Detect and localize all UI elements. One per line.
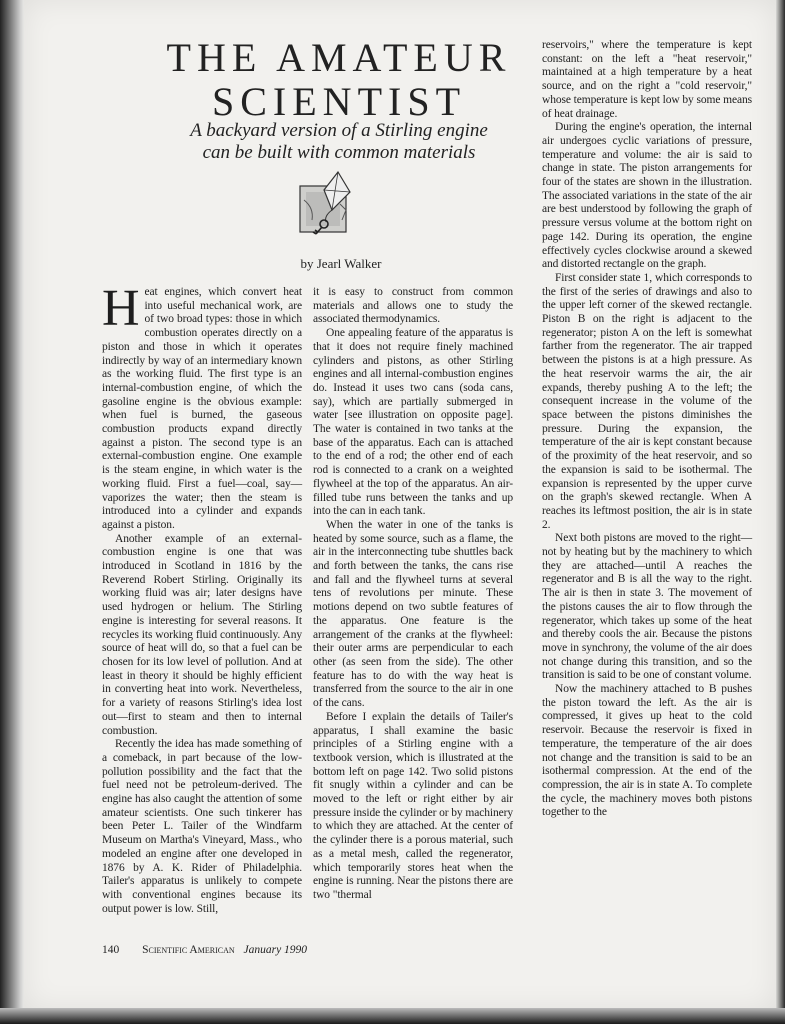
paragraph: One appealing feature of the apparatus is that it does not require finely machined cylinders and pistons, as other Stirling engines and all internal-combustion engines do. Instead it uses two cans (soda cans, say), which are partially submerged in water [see illustration on opposite page]. The water is contained in two tanks at the base of the apparatus. Each can is attached to the end of a rod; the other end of each rod is connected to a crank on a weighted flywheel at the top of the apparatus. An air-filled tube runs between the tanks and up into the can in each tank. [313, 327, 513, 518]
article-column-3 [542, 39, 752, 820]
subtitle-line2: can be built with common materials [202, 142, 476, 163]
paragraph: During the engine's operation, the internal air undergoes cyclic variations of pressure, temperature and volume: the air is said to change in state. The piston arrangements for four of the states are shown in the illustration. The associated variations in the state of the air are best understood by following the graph of pressure versus volume at the bottom right on page 142. During its operation, the engine effectively cycles clockwise around a skewed and distorted rectangle on the graph. [542, 121, 752, 271]
column-title-line2: SCIENTIST [212, 79, 466, 124]
paragraph: Now the machinery attached to B pushes the piston toward the left. As the air is compressed, it gives up heat to the cold reservoir. Because the reservoir is fixed in temperature, the temperature of the air does not change and the transition is said to be an isothermal compression. At the end of the compression, the air is in state A. To complete the cycle, the machinery moves both pistons together to the [542, 683, 752, 819]
page-edge-right [776, 0, 785, 1010]
article-column-1 [102, 280, 302, 916]
paragraph: it is easy to construct from common materials and allows one to study the associated thermodynamics. [313, 286, 513, 326]
page-edge-bottom [0, 1008, 785, 1024]
page-number: 140 [102, 944, 120, 956]
paragraph: First consider state 1, which corresponds to the first of the series of drawings and also to the upper left corner of the skewed rectangle. Piston B on the right is adjacent to the regenerator; piston A on the left is somewhat farther from the regenerator. The air trapped between the pistons is at a high pressure. As the heat reservoir warms the air, the air expands, thereby pushing A to the left; the consequent increase in the volume of the space between the pistons diminishes the pressure. During the expansion, the temperature of the air is kept constant because of the proximity of the heat reservoir, and so the expansion is said to be isothermal. The expansion is represented by the upper curve on the graph's skewed rectangle. When A reaches its leftmost position, the air is in state 2. [542, 271, 752, 531]
paragraph [102, 280, 302, 533]
paragraph: When the water in one of the tanks is heated by some source, such as a flame, the air in the interconnecting tube shuttles back and forth between the tanks, the cans rise and fall and the flywheel turns at several tens of revolutions per minute. These motions depend on two subtle features of the apparatus. One feature is the arrangement of the cranks at the flywheel: their outer arms are perpendicular to each other (as seen from the side). The other feature has to do with the way heat is transferred from the source to the air in one of the cans. [313, 518, 513, 710]
paragraph: Next both pistons are moved to the right—not by heating but by the machinery to which they are attached—until A reaches the regenerator and B is all the way to the right. The air is then in state 3. The movement of the pistons causes the air to flow through the regenerator, which takes up some of the heat and thereby cools the air. Because the pistons move in synchrony, the volume of the air does not change during this transition, and so the transition is said to be one of constant volume. [542, 532, 752, 682]
paragraph: Another example of an external-combustion engine is one that was introduced in Scotland in 1816 by the Reverend Robert Stirling. Originally its working fluid was air; later designs have used hydrogen or helium. The Stirling engine is interesting for several reasons. It recycles its working fluid continuously. Any source of heat will do, so that a fuel can be chosen for its low level of pollution. And at least in theory it should be highly efficient in converting heat into work. Nevertheless, for a variety of reasons Stirling's idea lost out—first to steam and then to internal combustion. [102, 532, 302, 737]
paragraph-text: eat engines, which convert heat into useful mechanical work, are of two broad types: those in which combustion operates directly on a piston and those in which it operates indirectly by way of an intermediary known as the working fluid. The first type is an internal-combustion engine, of which the gasoline engine is the obvious example: when fuel is burned, the gaseous combustion products expand directly against a piston. The second type is an external-combustion engine. One example is the steam engine, in which water is the working fluid. First a fuel—coal, say—vaporizes the water; then the steam is introduced into a cylinder and expands against a piston. [102, 286, 302, 531]
article-column-2 [313, 286, 513, 903]
drop-cap: H [102, 280, 140, 337]
column-title-line1: THE AMATEUR [166, 35, 512, 80]
book-spine-shadow [0, 0, 24, 1024]
byline: by Jearl Walker [300, 256, 382, 271]
page-footer [102, 944, 307, 956]
kite-key-icon [294, 170, 362, 238]
paragraph: reservoirs," where the temperature is kept constant: on the left a "heat reservoir," maintained at a high temperature by a heat source, and on the right a "cold reservoir," whose temperature is kept low by some means of heat drainage. [542, 39, 752, 120]
issue-date: January 1990 [243, 944, 308, 956]
magazine-name: Scientific American [142, 944, 235, 956]
magazine-page [24, 0, 776, 1010]
subtitle [129, 120, 549, 164]
subtitle-line1: A backyard version of a Stirling engine [190, 120, 488, 141]
paragraph: Recently the idea has made something of a comeback, in part because of the low-pollution possibility and the fact that the fuel need not be petroleum-derived. The engine has also caught the attention of some amateur scientists. One such tinkerer has been Peter L. Tailer of the Windfarm Museum on Martha's Vineyard, Mass., who modeled an engine after one developed in 1876 by A. K. Rider of Philadelphia. Tailer's apparatus is unlikely to compete with conventional engines because its output power is low. Still, [102, 738, 302, 915]
paragraph: Before I explain the details of Tailer's apparatus, I shall examine the basic principles of a Stirling engine with a textbook version, which is illustrated at the bottom left on page 142. Two solid pistons fit snugly within a cylinder and can be moved to the left or right either by air pressure inside the cylinder or by machinery to which they are attached. At the center of the cylinder there is a porous material, such as a metal mesh, called the regenerator, which temporarily stores heat when the engine is running. Near the pistons there are two "thermal [313, 710, 513, 901]
